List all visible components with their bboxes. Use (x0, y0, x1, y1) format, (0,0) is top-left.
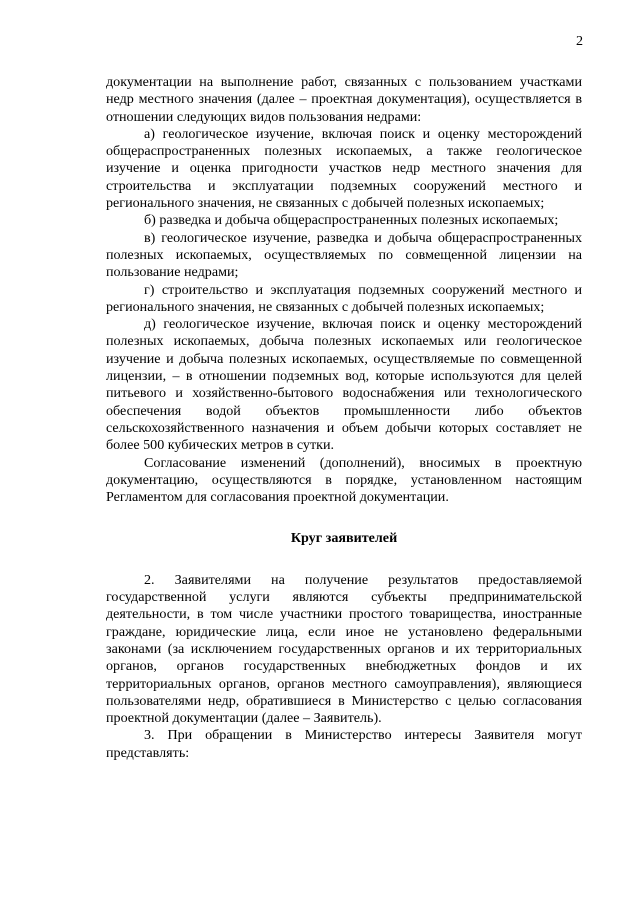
paragraph-clause-2: 2. Заявителями на получение результатов предоставляемой государственной услуги являются субъекты предпринимательской деятельности, в том числе участники простого товарищества, иностранные граждане, юридические лица, если иное не установлено федеральными законами (за исключением государственных органов и их территориальных органов, органов государственных внебюджетных фондов и их территориальных органов, органов местного самоуправления), являющиеся пользователями недр, обратившиеся в Министерство с целью согласования проектной документации (далее – Заявитель). (106, 571, 582, 727)
paragraph-item-v: в) геологическое изучение, разведка и добыча общераспространенных полезных ископаемых, осуществляемых по совмещенной лицензии на пользование недрами; (106, 229, 582, 281)
page-number: 2 (575, 33, 583, 49)
paragraph-clause-3: 3. При обращении в Министерство интересы Заявителя могут представлять: (106, 727, 582, 761)
paragraph-amendments: Согласование изменений (дополнений), вносимых в проектную документацию, осуществляются в порядке, установленном настоящим Регламентом для согласования проектной документации. (106, 454, 582, 506)
paragraph-item-a: а) геологическое изучение, включая поиск и оценку месторождений общераспространенных полезных ископаемых, а также геологическое изучение и оценка пригодности участков недр местного значения для строительства и эксплуатации подземных сооружений местного и регионального значения, не связанных с добычей полезных ископаемых; (106, 125, 582, 212)
paragraph-continuation: документации на выполнение работ, связанных с пользованием участками недр местного значения (далее – проектная документация), осуществляется в отношении следующих видов пользования недрами: (106, 74, 582, 125)
paragraph-item-b: б) разведка и добыча общераспространенных полезных ископаемых; (144, 212, 559, 229)
paragraph-item-d: д) геологическое изучение, включая поиск и оценку месторождений полезных ископаемых, добыча полезных ископаемых или геологическое изучение и добыча полезных ископаемых, осуществляемые по совмещенной лицензии, – в отношении подземных вод, которые используются для целей питьевого и хозяйственно-бытового водоснабжения или технологического обеспечения водой объектов промышленности либо объектов сельскохозяйственного назначения и объем добычи которых составляет не более 500 кубических метров в сутки. (106, 316, 582, 454)
document-body (106, 74, 582, 762)
paragraph-item-g: г) строительство и эксплуатация подземных сооружений местного и регионального значения, не связанных с добычей полезных ископаемых; (106, 281, 582, 315)
section-heading: Круг заявителей (290, 530, 398, 547)
